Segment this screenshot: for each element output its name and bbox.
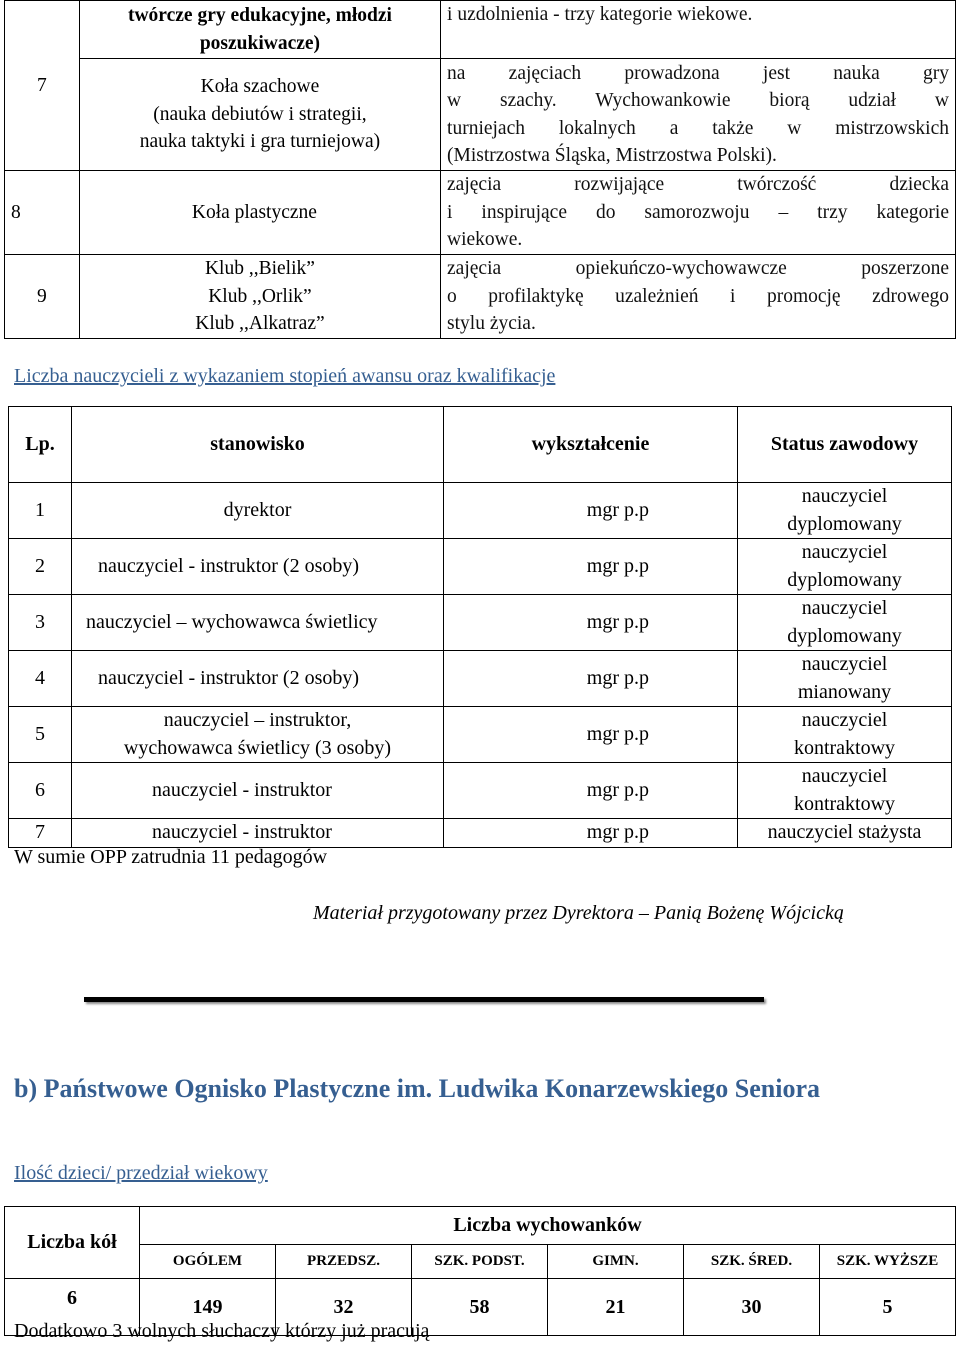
status-line: kontraktowy [793,736,896,759]
lp-cell: 5 [9,707,72,763]
club-desc-line: o profilaktykę uzależnień i promocję zdrowego [447,285,949,307]
status-line: nauczyciel stażysta [767,821,922,843]
stanowisko-line: wychowawca świetlicy (3 osoby) [123,736,392,759]
status-line: nauczyciel [801,653,888,675]
club-name [79,255,440,339]
prepared-by-credit: Materiał przygotowany przez Dyrektora – Panią Bożenę Wójcicką [313,902,844,924]
value-szk-podst: 58 [412,1279,548,1336]
lp-cell: 1 [9,483,72,539]
header-status: Status zawodowy [738,407,952,483]
stanowisko-cell [72,819,444,848]
club-row [5,1,956,59]
stanowisko-text: nauczyciel – wychowawca świetlicy [86,610,378,633]
club-description [441,255,956,339]
lp-cell: 6 [9,763,72,819]
table-row [9,763,952,819]
club-description [441,171,956,255]
status-line: dyplomowany [787,512,902,535]
staff-summary: W sumie OPP zatrudnia 11 pedagogów [14,846,328,868]
status-line: nauczyciel [801,597,888,619]
wyksztalcenie-text: mgr p.p [586,722,649,745]
stanowisko-cell [72,483,444,539]
status-cell [738,707,952,763]
status-line: dyplomowany [787,568,902,591]
stanowisko-cell [72,539,444,595]
subheader-gimn: GIMN. [548,1245,684,1279]
wyksztalcenie-text: mgr p.p [586,554,649,577]
status-cell [738,819,952,848]
value-liczba-kol: 6 [5,1279,140,1336]
lp-cell: 2 [9,539,72,595]
value-gimn: 21 [548,1279,684,1336]
status-cell [738,763,952,819]
wyksztalcenie-cell [444,595,738,651]
stanowisko-text: nauczyciel - instruktor [152,821,332,843]
club-name-line: nauka taktyki i gra turniejowa) [139,131,381,153]
stanowisko-text: nauczyciel - instruktor (2 osoby) [98,554,360,577]
subheader-szk-sred: SZK. ŚRED. [684,1245,820,1279]
table-row [9,819,952,848]
club-name [79,171,440,255]
stanowisko-cell [72,651,444,707]
teachers-table [8,406,952,848]
subheader-szk-wyzsze: SZK. WYŻSZE [820,1245,956,1279]
section-b-title: b) Państwowe Ognisko Plastyczne im. Ludwika Konarzewskiego Seniora [14,1074,821,1103]
header-liczba-wychowankow: Liczba wychowanków [140,1207,956,1245]
header-liczba-kol: Liczba kół [5,1207,140,1279]
value-ogolem: 149 [140,1279,276,1336]
lp-cell: 7 [9,819,72,848]
value-szk-wyzsze: 5 [820,1279,956,1336]
status-line: nauczyciel [801,541,888,563]
club-desc-line: zajęcia rozwijające twórczość dziecka [447,174,949,196]
club-row [5,59,956,171]
header-stanowisko: stanowisko [72,407,444,483]
club-desc-line: wiekowe. [447,229,523,251]
club-desc-line: turniejach lokalnych a także w mistrzowskich [447,117,949,139]
value-przedsz: 32 [276,1279,412,1336]
wyksztalcenie-text: mgr p.p [586,778,649,801]
footnote: Dodatkowo 3 wolnych słuchaczy którzy już pracują [14,1320,430,1342]
club-number: 9 [5,255,80,339]
teachers-header-row [9,407,952,483]
club-name [79,59,440,171]
club-name-line: Klub ,,Alkatraz” [195,313,325,334]
stanowisko-text: nauczyciel - instruktor [152,778,332,801]
header-lp: Lp. [9,407,72,483]
club-name-line: twórcze gry edukacyjne, młodzi [127,5,392,26]
club-desc-line: i uzdolnienia - trzy kategorie wiekowe. [447,4,753,25]
club-name-line: poszukiwacze) [199,32,321,54]
club-desc-line: na zajęciach prowadzona jest nauka gry [447,62,949,84]
kids-heading: Ilość dzieci/ przedział wiekowy [14,1162,268,1184]
stanowisko-cell [72,707,444,763]
divider-line [84,997,764,1002]
wyksztalcenie-text: mgr p.p [586,610,649,633]
table-row [9,483,952,539]
value-szk-sred: 30 [684,1279,820,1336]
wyksztalcenie-cell [444,483,738,539]
club-desc-line: stylu życia. [447,313,536,334]
status-cell [738,483,952,539]
club-desc-line: (Mistrzostwa Śląska, Mistrzostwa Polski). [447,145,777,166]
stanowisko-cell [72,763,444,819]
lp-cell: 3 [9,595,72,651]
status-line: kontraktowy [793,792,896,815]
club-name-line: Koła plastyczne [191,201,317,223]
stanowisko-line: nauczyciel – instruktor, [163,709,352,731]
club-desc-line: i inspirujące do samorozwoju – trzy kategorie [447,201,949,223]
stanowisko-cell [72,595,444,651]
club-row [5,171,956,255]
status-cell [738,595,952,651]
wyksztalcenie-text: mgr p.p [586,666,649,689]
stanowisko-text: nauczyciel - instruktor (2 osoby) [98,666,360,689]
status-line: nauczyciel [801,709,888,731]
stanowisko-text: dyrektor [223,498,292,521]
club-desc-line: w szachy. Wychowankowie biorą udział w [447,90,949,111]
status-line: nauczyciel [801,485,888,507]
status-line: dyplomowany [787,624,902,647]
status-cell [738,539,952,595]
subheader-szk-podst: SZK. PODST. [412,1245,548,1279]
club-name-line: Klub ,,Orlik” [208,285,312,307]
table-row [9,595,952,651]
wyksztalcenie-cell [444,707,738,763]
club-number: 7 [5,1,80,171]
status-line: nauczyciel [801,765,888,787]
wyksztalcenie-text: mgr p.p [586,498,649,521]
club-description [441,59,956,171]
wyksztalcenie-cell [444,539,738,595]
kids-header-row [5,1207,956,1245]
teachers-heading: Liczba nauczycieli z wykazaniem stopień awansu oraz kwalifikacje [14,365,556,387]
club-name-line: Klub ,,Bielik” [204,258,315,279]
table-row [9,651,952,707]
table-row [9,707,952,763]
club-desc-line: zajęcia opiekuńczo-wychowawcze poszerzone [447,258,949,279]
club-number: 8 [5,171,80,255]
club-description [441,1,956,59]
subheader-przedsz: PRZEDSZ. [276,1245,412,1279]
wyksztalcenie-cell [444,763,738,819]
lp-cell: 4 [9,651,72,707]
club-name-line: (nauka debiutów i strategii, [153,103,367,125]
clubs-table [4,0,956,339]
club-row [5,255,956,339]
club-name-line: Koła szachowe [200,76,320,98]
club-name [79,1,440,59]
status-cell [738,651,952,707]
kids-subheader-row [5,1245,956,1279]
status-line: mianowany [797,680,892,703]
table-row [9,539,952,595]
header-wyksztalcenie: wykształcenie [444,407,738,483]
wyksztalcenie-text: mgr p.p [586,821,649,843]
subheader-ogolem: OGÓLEM [140,1245,276,1279]
wyksztalcenie-cell [444,819,738,848]
kids-table [4,1206,956,1336]
wyksztalcenie-cell [444,651,738,707]
